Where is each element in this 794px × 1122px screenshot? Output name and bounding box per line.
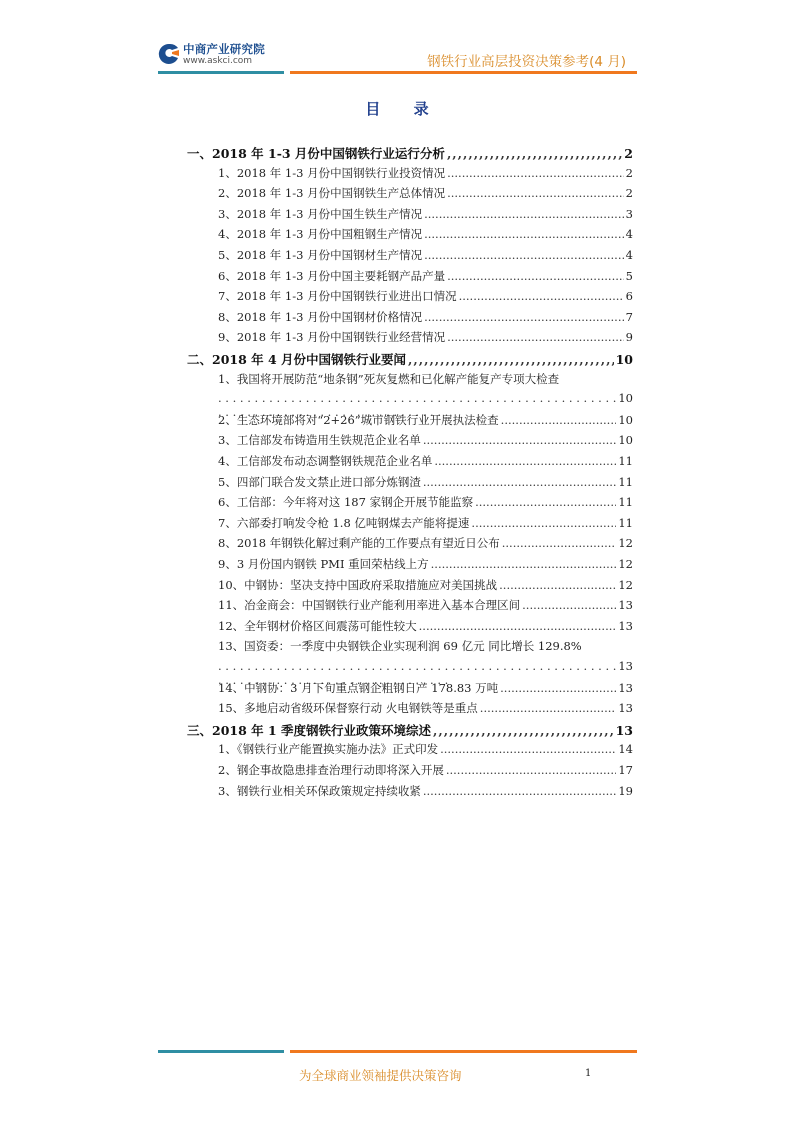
toc-section-title: 二、2018 年 4 月份中国钢铁行业要闻 bbox=[187, 352, 407, 367]
toc-section[interactable] bbox=[187, 721, 633, 742]
toc-entry[interactable] bbox=[218, 535, 633, 556]
toc-entry[interactable] bbox=[218, 309, 633, 330]
toc-entry-title: 6、工信部：今年将对这 187 家钢企开展节能监察 bbox=[218, 495, 474, 510]
toc-leader-dots bbox=[433, 723, 614, 738]
toc-entry-title: 12、全年钢材价格区间震荡可能性较大 bbox=[218, 618, 417, 633]
toc-leader-dots bbox=[447, 330, 624, 344]
document-header-title: 钢铁行业高层投资决策参考(4 月) bbox=[427, 54, 626, 70]
logo-name: 中商产业研究院 bbox=[183, 42, 265, 56]
toc-entry[interactable] bbox=[218, 474, 633, 495]
footer-divider-orange bbox=[290, 1050, 637, 1053]
toc-leader-dots bbox=[424, 227, 624, 241]
toc-page-number: 10 bbox=[618, 433, 633, 448]
toc-entry-title: 3、2018 年 1-3 月份中国生铁生产情况 bbox=[218, 206, 423, 221]
toc-page-number: 13 bbox=[618, 618, 633, 633]
toc-entry-title: 8、2018 年钢铁化解过剩产能的工作要点有望近日公布 bbox=[218, 536, 500, 551]
toc-leader-dots bbox=[447, 269, 624, 283]
toc-entry[interactable] bbox=[218, 206, 633, 227]
toc-page-number: 6 bbox=[625, 289, 633, 304]
toc-leader-dots bbox=[423, 475, 617, 489]
toc-leader-dots bbox=[500, 681, 616, 695]
toc-entry[interactable] bbox=[218, 783, 633, 804]
toc-page-number: 10 bbox=[618, 391, 633, 406]
toc-page-number: 17 bbox=[618, 763, 633, 777]
logo-url: www.askci.com bbox=[183, 56, 253, 66]
toc-entry[interactable] bbox=[218, 556, 633, 577]
toc-section[interactable] bbox=[187, 350, 633, 371]
toc-entry[interactable] bbox=[218, 226, 633, 247]
toc-entry[interactable] bbox=[218, 329, 633, 350]
company-logo bbox=[158, 40, 298, 72]
toc-page-number: 12 bbox=[618, 577, 633, 592]
toc-entry-title: 3、工信部发布铸造用生铁规范企业名单 bbox=[218, 433, 421, 448]
toc-leader-dots bbox=[447, 186, 624, 200]
toc-entry[interactable] bbox=[218, 268, 633, 289]
toc-leader-dots bbox=[434, 454, 616, 468]
toc-entry[interactable] bbox=[218, 618, 633, 639]
toc-entry-title: 8、2018 年 1-3 月份中国钢材价格情况 bbox=[218, 309, 423, 324]
toc-leader-dots bbox=[522, 598, 616, 612]
toc-entry-title: 4、工信部发布动态调整钢铁规范企业名单 bbox=[218, 454, 433, 468]
toc-leader-dots bbox=[471, 516, 616, 530]
toc-entry-title: 2、钢企事故隐患排查治理行动即将深入开展 bbox=[218, 763, 444, 777]
toc-leader-dots bbox=[499, 578, 616, 592]
toc-leader-dots bbox=[419, 619, 617, 633]
toc-page-number: 2 bbox=[624, 146, 633, 161]
toc-page-number: 7 bbox=[625, 309, 633, 324]
toc-leader-dots bbox=[423, 433, 617, 447]
toc-leader-dots bbox=[424, 310, 624, 324]
toc-page-number: 19 bbox=[618, 783, 633, 798]
toc-entry[interactable] bbox=[218, 577, 633, 598]
toc-page-number: 13 bbox=[618, 659, 633, 673]
toc-entry[interactable] bbox=[218, 185, 633, 206]
toc-entry-title: 5、四部门联合发文禁止进口部分炼钢渣 bbox=[218, 474, 421, 489]
toc-page-number: 12 bbox=[618, 536, 633, 551]
toc-entry[interactable] bbox=[218, 515, 633, 536]
toc-page-number: 11 bbox=[618, 454, 633, 468]
toc-entry-continuation bbox=[218, 659, 633, 680]
toc-page-number: 10 bbox=[615, 352, 633, 367]
toc-entry[interactable] bbox=[218, 288, 633, 309]
toc-section-title: 一、2018 年 1-3 月份中国钢铁行业运行分析 bbox=[187, 146, 445, 161]
toc-entry-title: 7、六部委打响发令枪 1.8 亿吨钢煤去产能将提速 bbox=[218, 515, 470, 530]
toc-entry[interactable] bbox=[218, 247, 633, 268]
toc-page-number: 4 bbox=[625, 248, 633, 262]
toc-leader-dots bbox=[447, 166, 624, 180]
toc-leader-dots bbox=[501, 413, 617, 427]
toc-entry-title: 11、冶金商会：中国钢铁行业产能利用率进入基本合理区间 bbox=[218, 598, 521, 613]
footer-slogan: 为全球商业领袖提供决策咨询 bbox=[299, 1068, 462, 1083]
toc-page-number: 13 bbox=[618, 598, 633, 613]
toc-entry[interactable] bbox=[218, 762, 633, 783]
toc-entry-title: 6、2018 年 1-3 月份中国主要耗钢产品产量 bbox=[218, 268, 446, 283]
toc-entry-title: 14、中钢协：3 月下旬重点钢企粗钢日产 178.83 万吨 bbox=[218, 680, 499, 695]
toc-entry-title: 13、国资委：一季度中央钢铁企业实现利润 69 亿元 同比增长 129.8% bbox=[218, 639, 582, 654]
toc-entry[interactable] bbox=[218, 741, 633, 762]
toc-leader-dots bbox=[446, 763, 617, 777]
toc-page-number: 14 bbox=[618, 742, 633, 757]
toc-entry[interactable] bbox=[218, 638, 633, 659]
toc-leader-dots bbox=[424, 207, 624, 221]
toc-page-number: 4 bbox=[625, 227, 633, 242]
toc-entry-title: 1、《钢铁行业产能置换实施办法》正式印发 bbox=[218, 742, 439, 757]
toc-entry-title: 15、多地启动省级环保督察行动 火电钢铁等是重点 bbox=[218, 701, 478, 716]
toc-section-title: 三、2018 年 1 季度钢铁行业政策环境综述 bbox=[187, 722, 432, 738]
toc-page-number: 9 bbox=[625, 330, 633, 345]
toc-leader-dots bbox=[475, 495, 616, 509]
toc-entry[interactable] bbox=[218, 597, 633, 618]
toc-leader-dots bbox=[447, 146, 622, 161]
toc-entry[interactable] bbox=[218, 680, 633, 701]
toc-leader-dots bbox=[440, 742, 616, 756]
toc-page-number: 11 bbox=[618, 515, 633, 530]
toc-page-number: 3 bbox=[625, 206, 633, 221]
toc-leader-dots bbox=[502, 536, 617, 550]
toc-page-number: 2 bbox=[625, 186, 633, 201]
logo-globe-icon bbox=[158, 42, 180, 66]
toc-leader-dots bbox=[480, 701, 617, 715]
toc-leader-dots bbox=[424, 248, 624, 262]
toc-entry-title: 5、2018 年 1-3 月份中国钢材生产情况 bbox=[218, 248, 423, 262]
footer-divider-teal bbox=[158, 1050, 284, 1053]
toc-entry-continuation bbox=[218, 391, 633, 412]
toc-leader-dots bbox=[431, 557, 617, 571]
toc-entry[interactable] bbox=[218, 371, 633, 392]
toc-entry-title: 3、钢铁行业相关环保政策规定持续收紧 bbox=[218, 783, 421, 798]
toc-page-number: 5 bbox=[625, 268, 633, 283]
toc-entry-title: 9、2018 年 1-3 月份中国钢铁行业经营情况 bbox=[218, 330, 446, 345]
toc-section[interactable] bbox=[187, 144, 633, 165]
toc-page-number: 11 bbox=[618, 474, 633, 489]
toc-entry-title: 4、2018 年 1-3 月份中国粗钢生产情况 bbox=[218, 227, 423, 242]
toc-page-number: 12 bbox=[618, 557, 633, 571]
toc-entry-title: 7、2018 年 1-3 月份中国钢铁行业进出口情况 bbox=[218, 289, 457, 304]
toc-entry-title: 9、3 月份国内钢铁 PMI 重回荣枯线上方 bbox=[218, 557, 429, 571]
toc-entry-title: 2、2018 年 1-3 月份中国钢铁生产总体情况 bbox=[218, 186, 446, 201]
toc-leader-dots bbox=[423, 784, 617, 798]
toc-entry[interactable] bbox=[218, 453, 633, 474]
toc-entry-title: 2、生态环境部将对“2+26”城市钢铁行业开展执法检查 bbox=[218, 412, 499, 427]
toc-page-number: 2 bbox=[625, 165, 633, 180]
toc-entry-title: 10、中钢协：坚决支持中国政府采取措施应对美国挑战 bbox=[218, 577, 498, 592]
toc-page-number: 13 bbox=[618, 680, 633, 695]
toc-entry[interactable] bbox=[218, 494, 633, 515]
toc-title: 目 录 bbox=[365, 100, 443, 118]
toc-entry[interactable] bbox=[218, 165, 633, 186]
header-divider-teal bbox=[158, 71, 284, 74]
toc-page-number: 13 bbox=[618, 701, 633, 716]
header-divider-orange bbox=[290, 71, 637, 74]
toc-entry[interactable] bbox=[218, 412, 633, 433]
toc-entry[interactable] bbox=[218, 700, 633, 721]
toc-entry-title: 1、2018 年 1-3 月份中国钢铁行业投资情况 bbox=[218, 165, 446, 180]
toc-page-number: 11 bbox=[618, 495, 633, 510]
toc-page-number: 10 bbox=[618, 412, 633, 427]
page-number: 1 bbox=[585, 1068, 592, 1079]
toc-entry-title: 1、我国将开展防范“地条钢”死灰复燃和已化解产能复产专项大检查 bbox=[218, 371, 560, 386]
toc-leader-dots bbox=[459, 289, 624, 303]
toc-entry[interactable] bbox=[218, 432, 633, 453]
toc-leader-dots bbox=[408, 352, 614, 367]
toc-page-number: 13 bbox=[615, 722, 633, 738]
